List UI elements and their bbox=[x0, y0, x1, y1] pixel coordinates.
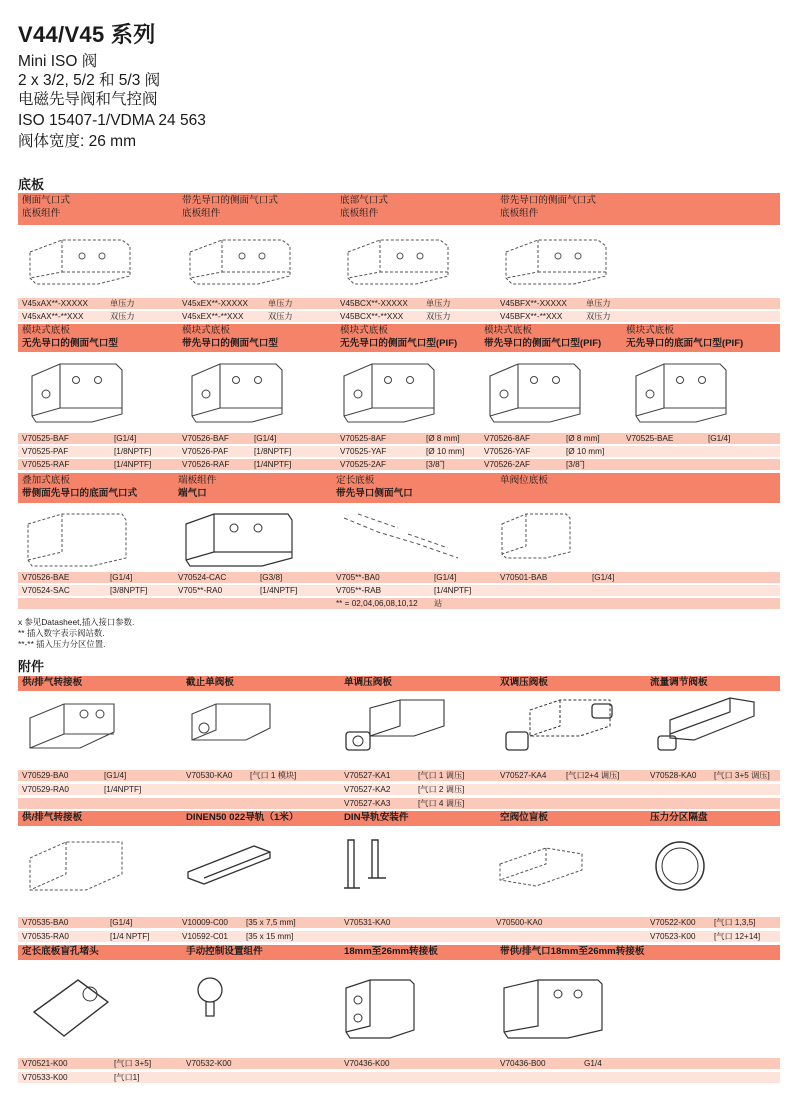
section-title-base: 底板 bbox=[18, 177, 45, 192]
header-band-b2 bbox=[18, 324, 780, 352]
modular-base-drawing bbox=[338, 358, 438, 426]
blanking-plug-drawing bbox=[28, 972, 118, 1044]
part-row: V70535-BA0 [G1/4] V10009-C00 [35 x 7,5 mm] V70531-KA0 V70500-KA0 V70522-K00 [气口 1,3,5] bbox=[18, 917, 780, 928]
a1-head-5: 流量调节阀板 bbox=[650, 677, 708, 688]
b1-head-3: 底部气口式 底板组件 bbox=[340, 195, 388, 219]
modular-base-drawing bbox=[630, 358, 730, 426]
b2-head-4: 模块式底板 带先导口的侧面气口型(PIF) bbox=[484, 325, 602, 349]
a3-head-3: 18mm至26mm转接板 bbox=[344, 946, 438, 957]
b2-head-2: 模块式底板 带先导口的侧面气口型 bbox=[182, 325, 278, 349]
part-row: V70525-BAF [G1/4] V70526-BAF [G1/4] V70525-8AF [Ø 8 mm] V70526-8AF [Ø 8 mm] V70525-BAE [G1/4] bbox=[18, 433, 780, 444]
base-plate-drawing bbox=[498, 232, 613, 287]
a3-head-1: 定长底板盲孔堵头 bbox=[22, 946, 99, 957]
a1-head-4: 双调压阀板 bbox=[500, 677, 548, 688]
a2-head-5: 压力分区隔盘 bbox=[650, 812, 708, 823]
a1-head-1: 供/排气转接板 bbox=[22, 677, 83, 688]
part-row: V70535-RA0 [1/4 NPTF] V10592-C01 [35 x 15 mm] V70523-K00 [气口 12+14] bbox=[18, 931, 780, 942]
part-row: V70529-BA0 [G1/4] V70530-KA0 [气口 1 模块] V70527-KA1 [气口 1 调压] V70527-KA4 [气口2+4 调压] V70528-KA0 [气口 3+5 调压] bbox=[18, 770, 780, 781]
dual-regulator-plate-drawing bbox=[500, 696, 620, 758]
a1-head-3: 单调压阀板 bbox=[344, 677, 392, 688]
page-title: V44/V45 系列 bbox=[18, 22, 156, 47]
flow-control-plate-drawing bbox=[650, 694, 760, 756]
footnote: **-** 插入压力分区位置. bbox=[18, 639, 106, 649]
a2-head-1: 供/排气转接板 bbox=[22, 812, 83, 823]
modular-base-drawing bbox=[186, 358, 286, 426]
base-plate-drawing bbox=[340, 232, 455, 287]
din-rail-drawing bbox=[184, 842, 274, 892]
b3-head-2: 端板组件 端气口 bbox=[178, 475, 217, 499]
pressure-isolator-drawing bbox=[650, 834, 710, 896]
part-row: ** = 02,04,06,08,10,12 站 bbox=[18, 598, 780, 609]
base-plate-drawing bbox=[182, 232, 297, 287]
shut-off-plate-drawing bbox=[186, 698, 276, 748]
subtitle-line-2: 2 x 3/2, 5/2 和 5/3 阀 bbox=[18, 72, 161, 89]
b1-head-1: 侧面气口式 底板组件 bbox=[22, 195, 70, 219]
b2-head-5: 模块式底板 无先导口的底面气口型(PIF) bbox=[626, 325, 744, 349]
b1-head-2: 带先导口的侧面气口式 底板组件 bbox=[182, 195, 278, 219]
modular-base-drawing bbox=[484, 358, 584, 426]
part-row: V70524-SAC [3/8NPTF] V705**-RA0 [1/4NPTF] V705**-RAB [1/4NPTF] bbox=[18, 585, 780, 596]
part-row: V70525-RAF [1/4NPTF] V70526-RAF [1/4NPTF] V70525-2AF [3/8˝] V70526-2AF [3/8˝] bbox=[18, 459, 780, 470]
header-band-b3 bbox=[18, 473, 780, 503]
subtitle-line-5: 阀体宽度: 26 mm bbox=[18, 133, 136, 150]
header-band-a2 bbox=[18, 811, 780, 826]
part-row: V70521-K00 [气口 3+5] V70532-K00 V70436-K00 V70436-B00 G1/4 bbox=[18, 1058, 780, 1069]
part-row: V70529-RA0 [1/4NPTF] V70527-KA2 [气口 2 调压] bbox=[18, 784, 780, 795]
footnote: ** 插入数字表示阀站数. bbox=[18, 628, 105, 638]
fixed-base-drawing bbox=[338, 508, 468, 563]
single-station-base-drawing bbox=[496, 508, 576, 563]
part-row: V45xAX**-XXXXX 单压力 V45xEX**-XXXXX 单压力 V45BCX**-XXXXX 单压力 V45BFX**-XXXXX 单压力 bbox=[18, 298, 780, 309]
part-row: V45xAX**-**XXX 双压力 V45xEX**-**XXX 双压力 V45BCX**-**XXX 双压力 V45BFX**-**XXX 双压力 bbox=[18, 311, 780, 322]
adapter-plate-drawing bbox=[340, 974, 420, 1046]
b2-head-3: 模块式底板 无先导口的侧面气口型(PIF) bbox=[340, 325, 458, 349]
din-rail-mount-drawing bbox=[340, 834, 400, 896]
b2-head-1: 模块式底板 无先导口的侧面气口型 bbox=[22, 325, 118, 349]
subtitle-line-3: 电磁先导阀和气控阀 bbox=[18, 91, 158, 108]
header-band-a1 bbox=[18, 676, 780, 691]
manual-override-kit-drawing bbox=[186, 970, 236, 1020]
a3-head-2: 手动控制设置组件 bbox=[186, 946, 263, 957]
header-band-a3 bbox=[18, 945, 780, 960]
part-row: V70533-K00 [气口1] bbox=[18, 1072, 780, 1083]
a2-head-2: DINEN50 022导轨（1米） bbox=[186, 812, 299, 823]
part-row: V70526-BAE [G1/4] V70524-CAC [G3/8] V705**-BA0 [G1/4] V70501-BAB [G1/4] bbox=[18, 572, 780, 583]
supply-exhaust-plate-drawing bbox=[24, 698, 120, 758]
subtitle-line-1: Mini ISO 阀 bbox=[18, 53, 98, 70]
footnote: x 参见Datasheet,插入接口参数. bbox=[18, 617, 135, 627]
base-plate-drawing bbox=[22, 232, 137, 287]
header-band-b1 bbox=[18, 193, 780, 225]
a2-head-3: DIN导轨安装件 bbox=[344, 812, 409, 823]
subtitle-line-4: ISO 15407-1/VDMA 24 563 bbox=[18, 112, 206, 129]
supply-exhaust-plate-drawing bbox=[22, 834, 132, 899]
b3-head-3: 定长底板 带先导口侧面气口 bbox=[336, 475, 413, 499]
part-row: V70525-PAF [1/8NPTF] V70526-PAF [1/8NPTF] V70525-YAF [Ø 10 mm] V70526-YAF [Ø 10 mm] bbox=[18, 446, 780, 457]
part-row: V70527-KA3 [气口 4 调压] bbox=[18, 798, 780, 809]
modular-base-drawing bbox=[26, 358, 126, 426]
b1-head-4: 带先导口的侧面气口式 底板组件 bbox=[500, 195, 596, 219]
adapter-plate-ports-drawing bbox=[498, 974, 608, 1046]
b3-head-1: 叠加式底板 带侧面先导口的底面气口式 bbox=[22, 475, 138, 499]
a2-head-4: 空阀位盲板 bbox=[500, 812, 548, 823]
end-plate-drawing bbox=[178, 508, 298, 570]
regulator-plate-drawing bbox=[340, 696, 450, 758]
a3-head-4: 带供/排气口18mm至26mm转接板 bbox=[500, 946, 645, 957]
stacking-base-drawing bbox=[22, 508, 132, 568]
section-title-accessories: 附件 bbox=[18, 659, 45, 674]
a1-head-2: 截止单阀板 bbox=[186, 677, 234, 688]
blanking-plate-drawing bbox=[496, 842, 586, 892]
b3-head-4: 单阀位底板 bbox=[500, 475, 548, 486]
